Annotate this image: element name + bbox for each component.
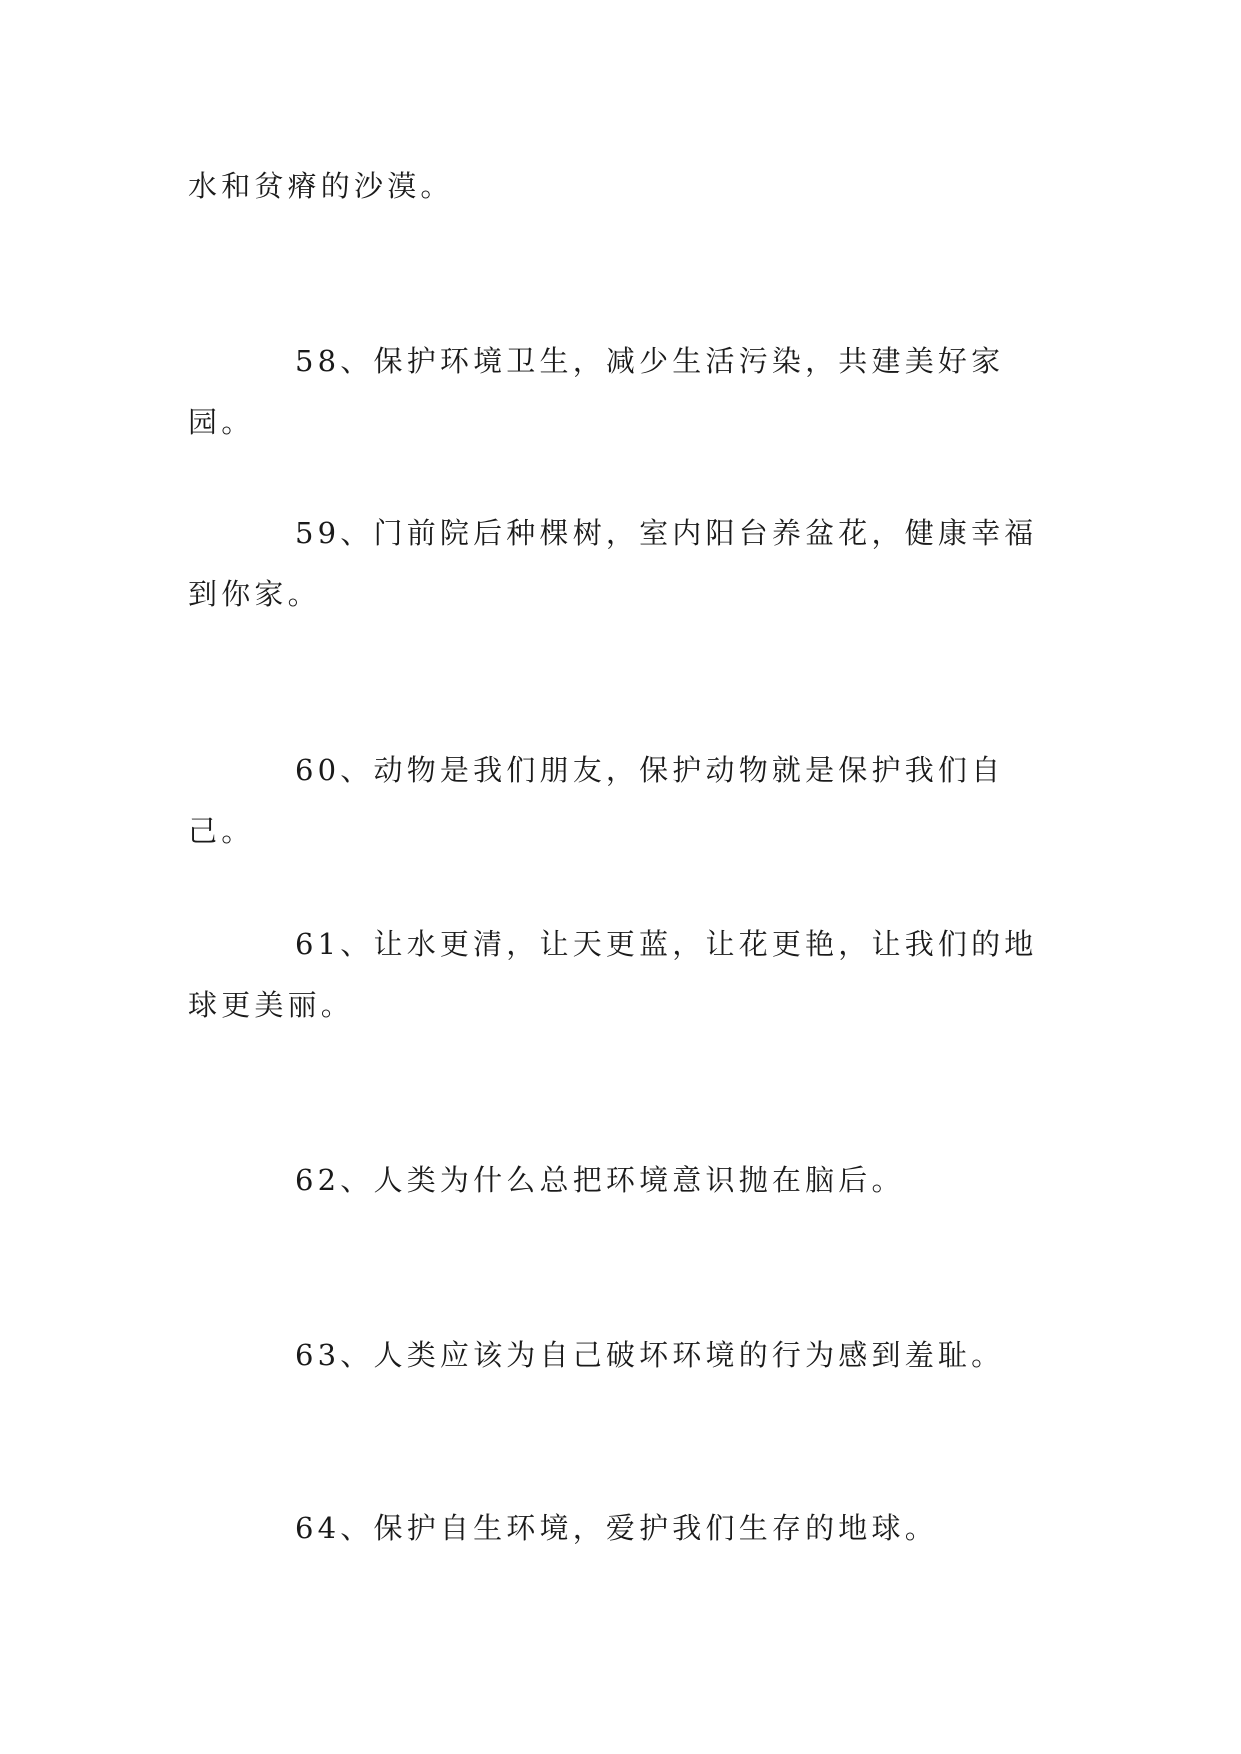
- slogan-60: 60、动物是我们朋友，保护动物就是保护我们自己。: [188, 753, 1005, 848]
- slogan-62: 62、人类为什么总把环境意识抛在脑后。: [295, 1163, 905, 1197]
- slogan-63: 63、人类应该为自己破坏环境的行为感到羞耻。: [295, 1338, 1005, 1372]
- slogan-59: 59、门前院后种棵树，室内阳台养盆花，健康幸福到你家。: [188, 516, 1038, 611]
- paragraph-continuation: 水和贫瘠的沙漠。: [188, 169, 454, 203]
- slogan-61: 61、让水更清，让天更蓝，让花更艳，让我们的地球更美丽。: [188, 927, 1038, 1022]
- slogan-64: 64、保护自生环境，爱护我们生存的地球。: [295, 1511, 938, 1545]
- slogan-58: 58、保护环境卫生，减少生活污染，共建美好家园。: [188, 344, 1005, 439]
